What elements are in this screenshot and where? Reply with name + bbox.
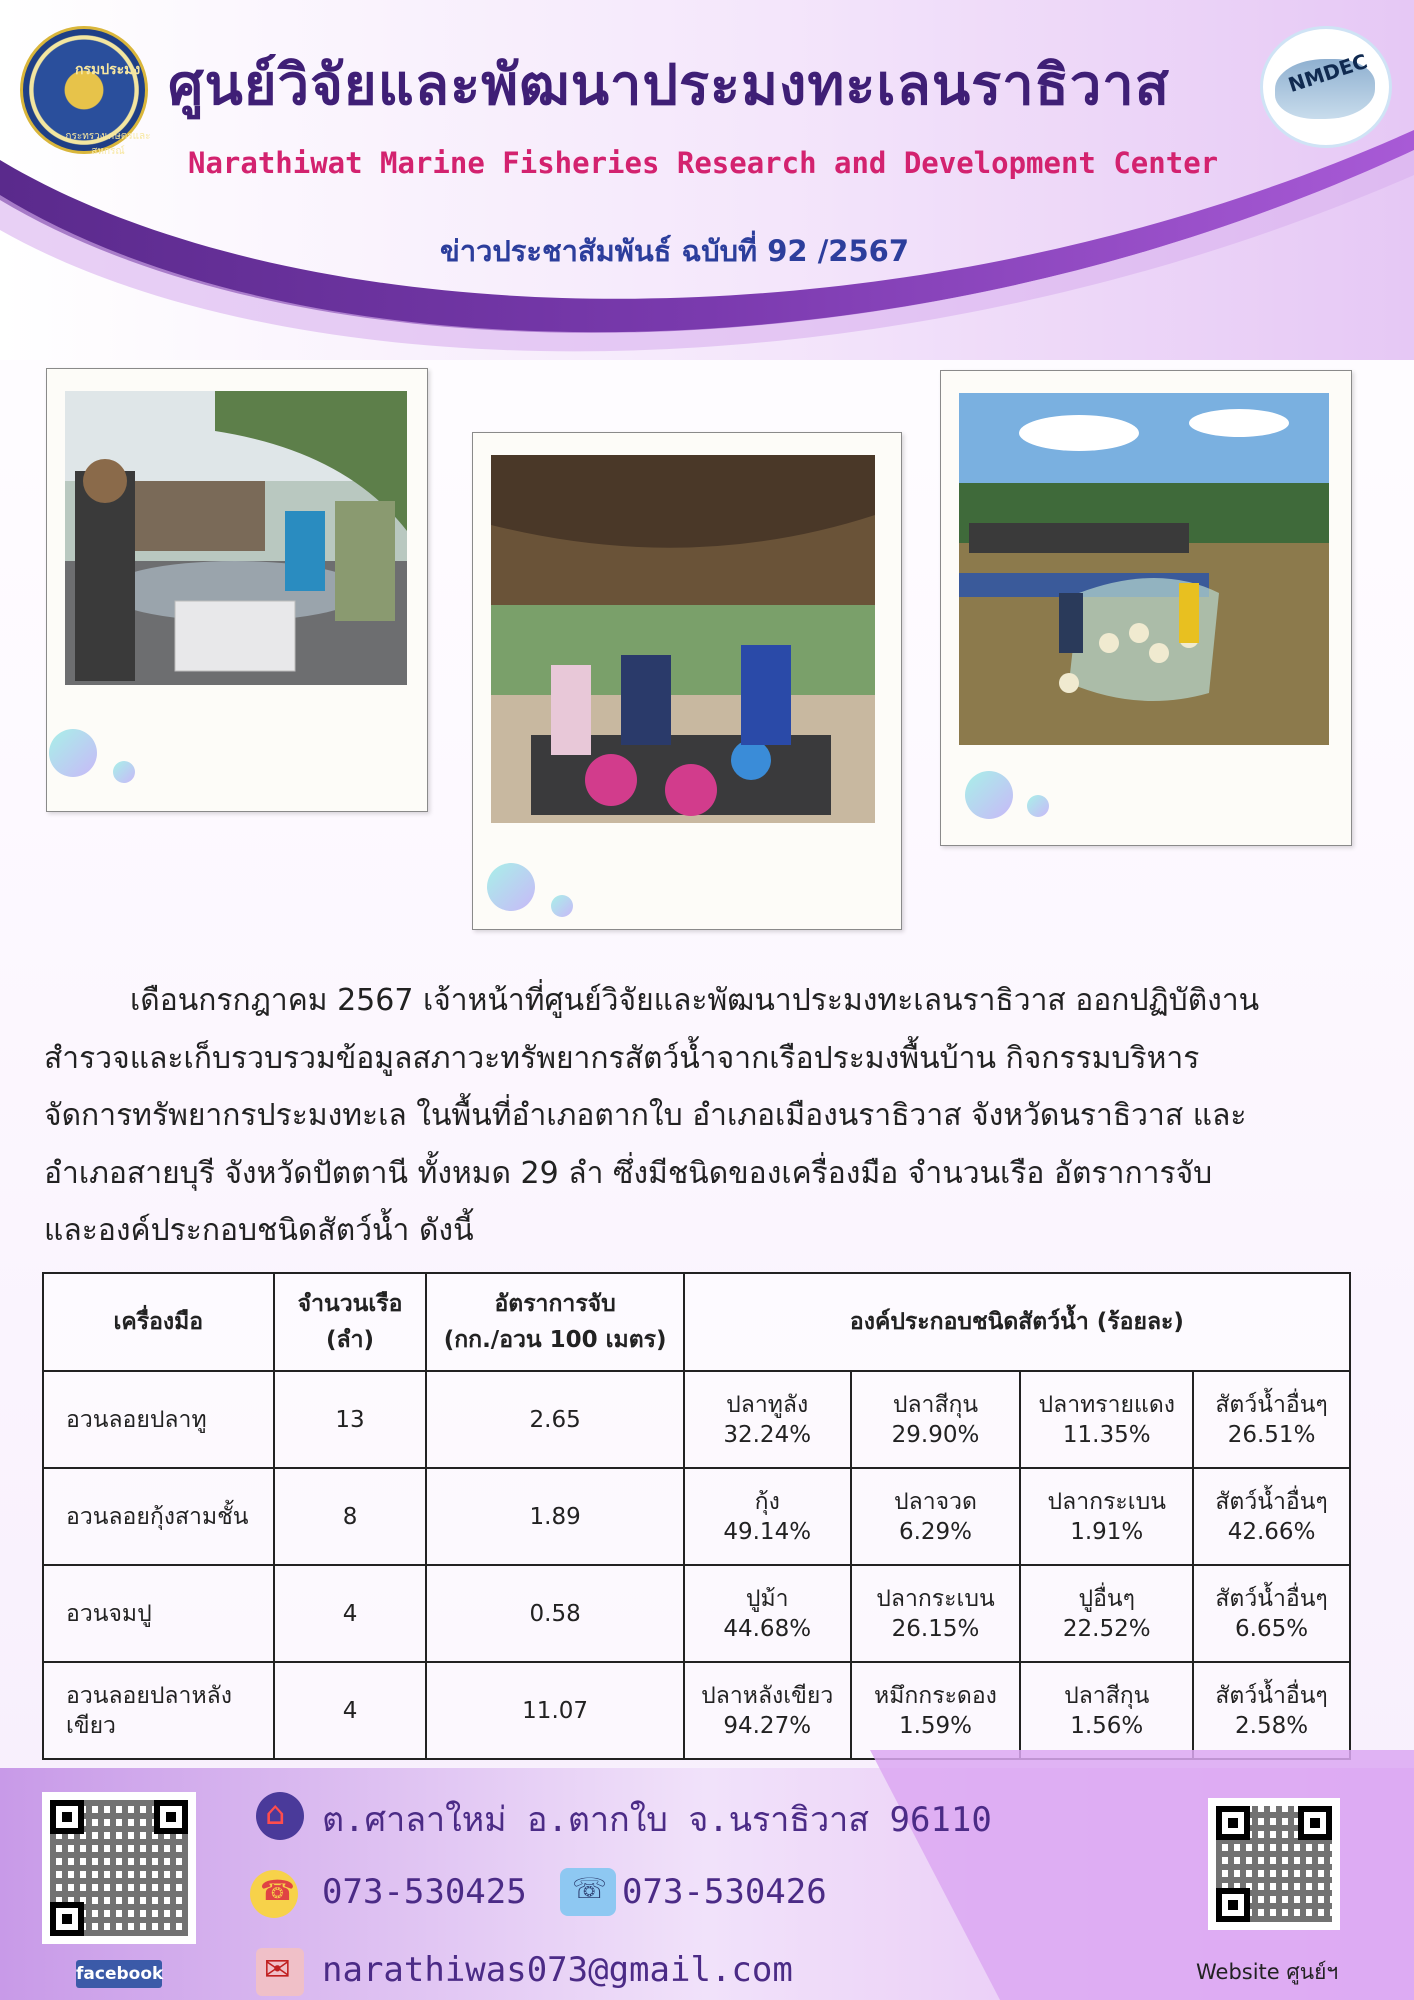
photo-frame-2 bbox=[472, 432, 902, 930]
species-pct: 94.27% bbox=[723, 1712, 812, 1739]
species-name: ปลาทูลัง bbox=[726, 1391, 809, 1418]
species-name: สัตว์น้ำอื่นๆ bbox=[1215, 1488, 1328, 1515]
body-line-2: สำรวจและเก็บรวบรวมข้อมูลสภาวะทรัพยากรสัตว์น้ำจากเรือประมงพื้นบ้าน กิจกรรมบริหาร bbox=[44, 1040, 1200, 1076]
photo-frame-3 bbox=[940, 370, 1352, 846]
decor-dot-small bbox=[1027, 795, 1049, 817]
species-pct: 29.90% bbox=[891, 1421, 980, 1448]
qr-eye-icon bbox=[1298, 1806, 1332, 1840]
phone-number[interactable]: 073-530425 bbox=[322, 1872, 527, 1912]
header-boats-line2: (ลำ) bbox=[325, 1327, 375, 1353]
cell-species bbox=[1020, 1565, 1193, 1662]
page-title-thai: ศูนย์วิจัยและพัฒนาประมงทะเลนราธิวาส bbox=[168, 53, 1170, 118]
species-pct: 44.68% bbox=[723, 1615, 812, 1642]
decor-dot-small bbox=[113, 761, 135, 783]
species-pct: 1.56% bbox=[1070, 1712, 1144, 1739]
email-icon bbox=[256, 1948, 304, 1996]
species-pct: 2.58% bbox=[1235, 1712, 1309, 1739]
species-name: ปลาทรายแดง bbox=[1038, 1391, 1176, 1418]
decor-dot-large bbox=[49, 729, 97, 777]
species-pct: 26.51% bbox=[1227, 1421, 1316, 1448]
header-rate bbox=[426, 1273, 683, 1371]
website-label: Website ศูนย์ฯ bbox=[1196, 1960, 1339, 1984]
logo-right-text: NMDEC bbox=[1285, 48, 1371, 98]
qr-eye-icon bbox=[154, 1800, 188, 1834]
species-pct: 11.35% bbox=[1062, 1421, 1151, 1448]
species-pct: 32.24% bbox=[723, 1421, 812, 1448]
header-composition: องค์ประกอบชนิดสัตว์น้ำ (ร้อยละ) bbox=[684, 1273, 1350, 1371]
header-boats-line1: จำนวนเรือ bbox=[297, 1291, 403, 1317]
email-address[interactable]: narathiwas073@gmail.com bbox=[322, 1950, 793, 1990]
body-line-3: จัดการทรัพยากรประมงทะเล ในพื้นที่อำเภอตากใบ อำเภอเมืองนราธิวาส จังหวัดนราธิวาส และ bbox=[44, 1098, 1247, 1133]
body-paragraph bbox=[44, 972, 1374, 1260]
cell-tool: อวนจมปู bbox=[43, 1565, 274, 1662]
species-pct: 1.91% bbox=[1070, 1518, 1144, 1545]
fax-number[interactable]: 073-530426 bbox=[622, 1872, 827, 1912]
qr-eye-icon bbox=[1216, 1888, 1250, 1922]
cell-species bbox=[1020, 1662, 1193, 1759]
fisheries-dept-logo-icon bbox=[20, 26, 151, 157]
facebook-qr-code-icon[interactable] bbox=[42, 1792, 196, 1944]
species-pct: 22.52% bbox=[1062, 1615, 1151, 1642]
species-name: ปลากระเบน bbox=[1047, 1488, 1166, 1515]
cell-species bbox=[1193, 1662, 1350, 1759]
table-row bbox=[43, 1468, 1350, 1565]
cell-boats: 4 bbox=[274, 1565, 427, 1662]
decor-dot-large bbox=[487, 863, 535, 911]
body-line-1: เดือนกรกฎาคม 2567 เจ้าหน้าที่ศูนย์วิจัยและพัฒนาประมงทะเลนราธิวาส ออกปฏิบัติงาน bbox=[130, 983, 1260, 1018]
address-text: ต.ศาลาใหม่ อ.ตากใบ จ.นราธิวาส 96110 bbox=[322, 1800, 992, 1840]
header-rate-line1: อัตราการจับ bbox=[494, 1291, 616, 1317]
table-row bbox=[43, 1565, 1350, 1662]
species-pct: 6.29% bbox=[898, 1518, 973, 1545]
cell-species bbox=[851, 1565, 1021, 1662]
cell-species bbox=[684, 1468, 851, 1565]
cell-rate: 2.65 bbox=[426, 1371, 683, 1468]
species-pct: 6.65% bbox=[1235, 1615, 1309, 1642]
cell-species bbox=[684, 1371, 851, 1468]
page-title-english: Narathiwat Marine Fisheries Research and Development Center bbox=[188, 146, 1219, 180]
species-name: ปลาสีกุน bbox=[892, 1391, 979, 1418]
cell-species bbox=[1193, 1565, 1350, 1662]
species-name: สัตว์น้ำอื่นๆ bbox=[1215, 1391, 1328, 1418]
fish-sorting-photo-icon bbox=[65, 391, 407, 685]
data-recording-photo-icon bbox=[491, 455, 875, 823]
news-number: ข่าวประชาสัมพันธ์ ฉบับที่ 92 /2567 bbox=[440, 234, 910, 268]
phone-icon bbox=[250, 1870, 298, 1918]
cell-species bbox=[1193, 1468, 1350, 1565]
cell-species bbox=[1020, 1468, 1193, 1565]
species-name: ปูม้า bbox=[745, 1585, 789, 1612]
qr-eye-icon bbox=[50, 1902, 84, 1936]
home-icon bbox=[256, 1792, 304, 1840]
species-name: ปูอื่นๆ bbox=[1078, 1585, 1135, 1612]
header-rate-line2: (กก./อวน 100 เมตร) bbox=[443, 1327, 667, 1353]
cell-boats: 4 bbox=[274, 1662, 427, 1759]
species-name: กุ้ง bbox=[754, 1488, 780, 1515]
header-boats bbox=[274, 1273, 427, 1371]
cell-rate: 0.58 bbox=[426, 1565, 683, 1662]
header-tool: เครื่องมือ bbox=[43, 1273, 274, 1371]
species-name: ปลาหลังเขียว bbox=[701, 1682, 834, 1709]
cell-species bbox=[1193, 1371, 1350, 1468]
species-name: ปลาจวด bbox=[894, 1488, 977, 1515]
photo-frame-1 bbox=[46, 368, 428, 812]
qr-eye-icon bbox=[50, 1800, 84, 1834]
species-name: สัตว์น้ำอื่นๆ bbox=[1215, 1682, 1328, 1709]
cell-tool: อวนลอยปลาทู bbox=[43, 1371, 274, 1468]
website-qr-code-icon[interactable] bbox=[1208, 1798, 1340, 1930]
decor-dot-small bbox=[551, 895, 573, 917]
logo-left-bottom-text: กระทรวงเกษตรและสหกรณ์ bbox=[65, 131, 151, 157]
species-pct: 42.66% bbox=[1227, 1518, 1316, 1545]
cell-species bbox=[851, 1468, 1021, 1565]
species-name: สัตว์น้ำอื่นๆ bbox=[1215, 1585, 1328, 1612]
net-fishing-photo-icon bbox=[959, 393, 1329, 745]
cell-species bbox=[851, 1662, 1021, 1759]
cell-boats: 13 bbox=[274, 1371, 427, 1468]
cell-species bbox=[851, 1371, 1021, 1468]
decor-dot-large bbox=[965, 771, 1013, 819]
cell-rate: 11.07 bbox=[426, 1662, 683, 1759]
species-pct: 26.15% bbox=[891, 1615, 980, 1642]
species-pct: 49.14% bbox=[723, 1518, 812, 1545]
table-row bbox=[43, 1371, 1350, 1468]
table-row bbox=[43, 1662, 1350, 1759]
facebook-label[interactable]: facebook bbox=[76, 1960, 162, 1988]
body-line-4: อำเภอสายบุรี จังหวัดปัตตานี ทั้งหมด 29 ลำ ซึ่งมีชนิดของเครื่องมือ จำนวนเรือ อัตราการจับ bbox=[44, 1155, 1213, 1191]
species-name: ปลากระเบน bbox=[876, 1585, 995, 1612]
fax-icon bbox=[560, 1868, 616, 1916]
cell-species bbox=[1020, 1371, 1193, 1468]
species-name: หมึกกระดอง bbox=[874, 1682, 997, 1709]
cell-rate: 1.89 bbox=[426, 1468, 683, 1565]
center-fish-logo-icon bbox=[1260, 26, 1392, 148]
cell-species bbox=[684, 1662, 851, 1759]
logo-left-top-text: กรมประมง bbox=[75, 62, 141, 78]
cell-species bbox=[684, 1565, 851, 1662]
body-line-5: และองค์ประกอบชนิดสัตว์น้ำ ดังนี้ bbox=[44, 1213, 474, 1248]
cell-tool: อวนลอยกุ้งสามชั้น bbox=[43, 1468, 274, 1565]
cell-boats: 8 bbox=[274, 1468, 427, 1565]
species-name: ปลาสีกุน bbox=[1064, 1682, 1150, 1709]
table-header-row bbox=[43, 1273, 1350, 1371]
qr-eye-icon bbox=[1216, 1806, 1250, 1840]
catch-data-table bbox=[42, 1272, 1351, 1760]
cell-tool: อวนลอยปลาหลังเขียว bbox=[43, 1662, 274, 1759]
species-pct: 1.59% bbox=[898, 1712, 973, 1739]
